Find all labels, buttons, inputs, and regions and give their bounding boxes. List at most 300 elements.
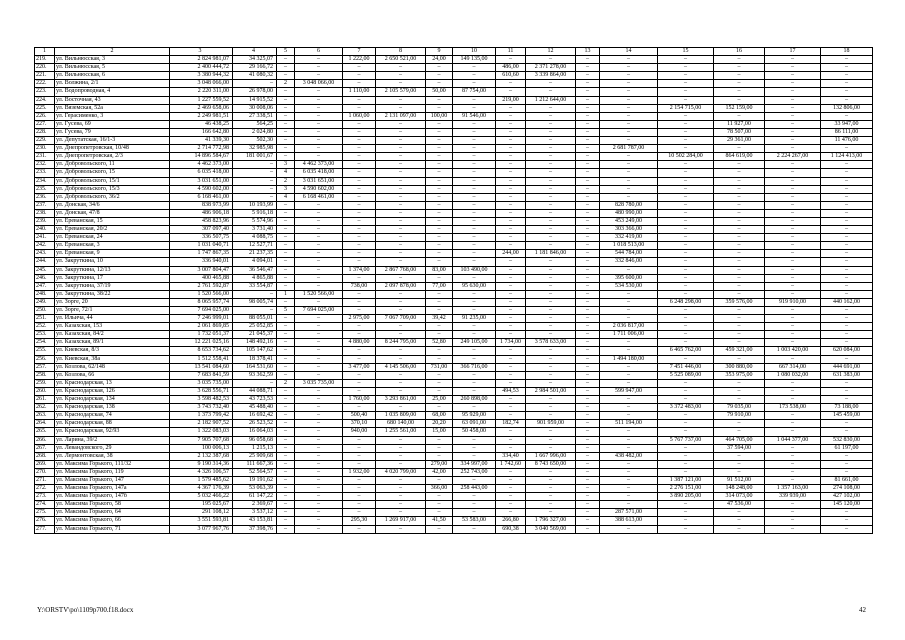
table-cell: 7 683 841,59 <box>170 371 233 379</box>
table-cell: 273. <box>35 493 55 501</box>
table-cell: – <box>343 501 376 509</box>
table-cell: – <box>295 323 343 331</box>
table-cell: – <box>376 331 426 339</box>
table-cell: 828 780,00 <box>600 201 658 209</box>
table-cell: 249. <box>35 298 55 306</box>
table-cell: – <box>821 387 873 395</box>
table-header-row <box>35 48 873 56</box>
table-cell: ул. Левандовского, 29 <box>55 444 170 452</box>
table-cell: – <box>496 201 526 209</box>
table-cell: 10 502 284,00 <box>658 153 714 161</box>
table-cell: – <box>765 444 821 452</box>
table-cell: – <box>600 339 658 347</box>
table-cell: – <box>658 274 714 282</box>
table-cell: – <box>295 209 343 217</box>
table-cell: – <box>658 315 714 323</box>
table-cell: – <box>453 145 496 153</box>
table-cell: ул. Водопроводная, 4 <box>55 88 170 96</box>
column-number: 13 <box>576 48 600 56</box>
table-cell: ул. Закруткина, 37/19 <box>55 282 170 290</box>
table-cell: – <box>453 404 496 412</box>
table-cell: 264. <box>35 420 55 428</box>
table-cell: 224. <box>35 96 55 104</box>
table-cell: – <box>765 234 821 242</box>
table-cell: – <box>453 379 496 387</box>
table-cell: ул. Краснодарская, 92/93 <box>55 428 170 436</box>
table-cell: – <box>376 72 426 80</box>
table-cell: – <box>658 96 714 104</box>
table-cell: – <box>576 347 600 355</box>
table-cell: ул. Вильнюсская, 6 <box>55 72 170 80</box>
table-cell: – <box>526 112 576 120</box>
table-cell: 50,00 <box>426 88 453 96</box>
table-cell: 1 060,00 <box>343 112 376 120</box>
table-cell: – <box>376 493 426 501</box>
table-cell: – <box>233 169 277 177</box>
table-cell: 667 314,00 <box>765 363 821 371</box>
table-cell: – <box>343 193 376 201</box>
table-cell: – <box>453 501 496 509</box>
table-row <box>35 363 873 371</box>
table-cell: – <box>526 266 576 274</box>
table-cell: 7 905 707,68 <box>170 436 233 444</box>
table-cell: 3 035 735,00 <box>170 379 233 387</box>
table-cell: – <box>295 363 343 371</box>
table-cell: 253. <box>35 331 55 339</box>
table-cell: 30 008,06 <box>233 104 277 112</box>
table-cell: ул. Максима Горького, 66 <box>55 517 170 525</box>
table-cell: – <box>658 64 714 72</box>
table-cell: – <box>426 161 453 169</box>
table-cell: ул. Волжина, 2/1 <box>55 80 170 88</box>
table-cell: 238. <box>35 209 55 217</box>
table-cell: – <box>295 493 343 501</box>
table-cell: 6 035 418,00 <box>170 169 233 177</box>
table-cell: – <box>526 177 576 185</box>
table-cell: – <box>821 193 873 201</box>
table-row <box>35 468 873 476</box>
table-cell: ул. Гусева, 79 <box>55 128 170 136</box>
table-cell: – <box>821 307 873 315</box>
table-cell: – <box>277 258 295 266</box>
table-cell: 427 102,00 <box>821 493 873 501</box>
table-cell: 366,00 <box>426 485 453 493</box>
table-cell: ул. Казахская, 153 <box>55 323 170 331</box>
table-cell: – <box>765 420 821 428</box>
table-cell: – <box>600 169 658 177</box>
table-cell: – <box>496 56 526 64</box>
table-cell: – <box>496 169 526 177</box>
table-cell: – <box>576 120 600 128</box>
table-cell: – <box>526 331 576 339</box>
table-cell: 236. <box>35 193 55 201</box>
table-cell: – <box>453 509 496 517</box>
column-number: 8 <box>376 48 426 56</box>
table-cell: 300 880,00 <box>714 363 765 371</box>
table-cell: – <box>821 217 873 225</box>
table-cell: 267. <box>35 444 55 452</box>
table-cell: – <box>526 226 576 234</box>
table-row <box>35 217 873 225</box>
column-number: 11 <box>496 48 526 56</box>
table-cell: – <box>765 266 821 274</box>
table-row <box>35 509 873 517</box>
table-cell: – <box>600 56 658 64</box>
table-cell: ул. Вяземская, 52а <box>55 104 170 112</box>
table-cell: ул. Гусева, 69 <box>55 120 170 128</box>
table-cell: 227. <box>35 120 55 128</box>
table-cell: – <box>426 185 453 193</box>
table-cell: ул. Краснодарская, 134 <box>55 396 170 404</box>
table-cell: 2 681 787,00 <box>600 145 658 153</box>
table-cell: 334,40 <box>496 452 526 460</box>
table-row <box>35 72 873 80</box>
table-cell: – <box>376 501 426 509</box>
table-cell: – <box>343 307 376 315</box>
table-cell: – <box>376 387 426 395</box>
table-cell: 2 131 097,00 <box>376 112 426 120</box>
table-cell: – <box>496 274 526 282</box>
table-cell: – <box>658 420 714 428</box>
table-cell: – <box>376 379 426 387</box>
table-cell: – <box>295 420 343 428</box>
table-cell: – <box>453 153 496 161</box>
table-cell: 1 520 566,00 <box>170 290 233 298</box>
table-cell: ул. Максима Горького, 147б <box>55 493 170 501</box>
table-cell: – <box>714 355 765 363</box>
table-cell: – <box>453 201 496 209</box>
table-cell: – <box>600 493 658 501</box>
table-cell: 5 767 737,00 <box>658 436 714 444</box>
table-cell: 3 077 967,76 <box>170 525 233 533</box>
table-cell: ул. Герасименко, 3 <box>55 112 170 120</box>
table-cell: – <box>426 128 453 136</box>
table-cell: 195 025,67 <box>170 501 233 509</box>
table-cell: 164 531,60 <box>233 363 277 371</box>
table-row <box>35 298 873 306</box>
table-cell: – <box>426 201 453 209</box>
table-cell: ул. Казахская, 89/1 <box>55 339 170 347</box>
table-cell: – <box>821 242 873 250</box>
table-cell: – <box>496 234 526 242</box>
table-cell: – <box>658 307 714 315</box>
table-cell: 21 045,37 <box>233 331 277 339</box>
column-number: 9 <box>426 48 453 56</box>
table-cell: 1 222,00 <box>343 56 376 64</box>
table-cell: – <box>295 250 343 258</box>
table-cell: – <box>426 153 453 161</box>
table-cell: – <box>576 153 600 161</box>
table-cell: – <box>600 307 658 315</box>
table-cell: – <box>496 493 526 501</box>
table-cell: – <box>576 137 600 145</box>
table-cell: 3 031 651,00 <box>295 177 343 185</box>
table-cell: – <box>376 161 426 169</box>
table-cell: – <box>496 331 526 339</box>
table-cell: 4 880,00 <box>343 339 376 347</box>
table-cell: – <box>453 323 496 331</box>
table-cell: – <box>658 339 714 347</box>
table-cell: – <box>658 509 714 517</box>
table-cell: – <box>821 509 873 517</box>
table-cell: – <box>295 509 343 517</box>
table-cell: – <box>295 72 343 80</box>
column-number: 17 <box>765 48 821 56</box>
table-cell: 221. <box>35 72 55 80</box>
table-cell: ул. Вильнюсская, 3 <box>55 56 170 64</box>
table-cell: 940,00 <box>343 428 376 436</box>
table-cell: – <box>821 72 873 80</box>
table-cell: – <box>295 282 343 290</box>
table-cell: 166 642,80 <box>170 128 233 136</box>
table-cell: – <box>295 120 343 128</box>
table-cell: – <box>658 161 714 169</box>
table-cell: – <box>496 323 526 331</box>
table-cell: – <box>765 128 821 136</box>
table-cell: – <box>658 387 714 395</box>
table-cell: 2 154 715,00 <box>658 104 714 112</box>
table-cell: ул. Лермонтовская, 38 <box>55 452 170 460</box>
table-cell: – <box>765 501 821 509</box>
table-cell: – <box>376 193 426 201</box>
table-cell: 247. <box>35 282 55 290</box>
table-cell: – <box>426 331 453 339</box>
table-cell: 6 168 461,00 <box>295 193 343 201</box>
table-cell: – <box>765 452 821 460</box>
table-cell: 219. <box>35 56 55 64</box>
table-cell: – <box>496 258 526 266</box>
table-row <box>35 128 873 136</box>
table-cell: – <box>343 493 376 501</box>
table-cell: – <box>765 145 821 153</box>
table-cell: – <box>496 371 526 379</box>
table-cell: – <box>765 193 821 201</box>
table-cell: – <box>714 331 765 339</box>
table-cell: – <box>295 104 343 112</box>
table-cell: – <box>277 217 295 225</box>
table-cell: 1 110,00 <box>343 88 376 96</box>
table-cell: 277. <box>35 525 55 533</box>
table-cell: – <box>576 193 600 201</box>
table-cell: – <box>295 234 343 242</box>
table-cell: – <box>600 80 658 88</box>
table-cell: – <box>233 185 277 193</box>
table-cell: – <box>658 217 714 225</box>
table-cell: 61 197,00 <box>821 444 873 452</box>
table-cell: ул. Максима Горького, 111/32 <box>55 460 170 468</box>
table-cell: – <box>453 128 496 136</box>
table-row <box>35 307 873 315</box>
table-cell: – <box>376 444 426 452</box>
table-cell: – <box>277 96 295 104</box>
table-cell: – <box>526 137 576 145</box>
table-cell: 3 380 944,32 <box>170 72 233 80</box>
table-cell: – <box>453 226 496 234</box>
table-cell: – <box>600 371 658 379</box>
table-cell: 111 667,36 <box>233 460 277 468</box>
table-cell: – <box>765 80 821 88</box>
table-cell: 1 796 327,00 <box>526 517 576 525</box>
table-cell: 901 959,00 <box>526 420 576 428</box>
table-cell: – <box>658 468 714 476</box>
table-cell: 43 723,53 <box>233 396 277 404</box>
table-cell: 1 667 996,00 <box>526 452 576 460</box>
table-cell: 26 523,52 <box>233 420 277 428</box>
table-cell: 1 373 799,42 <box>170 412 233 420</box>
table-cell: – <box>295 428 343 436</box>
table-cell: – <box>714 428 765 436</box>
table-cell: 262. <box>35 404 55 412</box>
table-cell: 219,00 <box>496 96 526 104</box>
table-cell: – <box>453 476 496 484</box>
table-cell: 96 058,68 <box>233 436 277 444</box>
table-cell: – <box>277 412 295 420</box>
table-cell: ул. Добровольского, 36/2 <box>55 193 170 201</box>
table-cell: 229. <box>35 137 55 145</box>
table-cell: – <box>277 420 295 428</box>
table-cell: – <box>496 145 526 153</box>
table-cell: – <box>714 193 765 201</box>
table-cell: – <box>600 347 658 355</box>
table-cell: 1 181 846,00 <box>526 250 576 258</box>
table-cell: 181 001,67 <box>233 153 277 161</box>
table-cell: – <box>658 80 714 88</box>
table-cell: 1 760,00 <box>343 396 376 404</box>
table-cell: 2 984 501,00 <box>526 387 576 395</box>
table-cell: – <box>576 282 600 290</box>
table-cell: – <box>526 476 576 484</box>
table-cell: – <box>343 201 376 209</box>
table-cell: – <box>658 209 714 217</box>
table-cell: – <box>277 485 295 493</box>
table-cell: – <box>765 112 821 120</box>
table-cell: – <box>765 387 821 395</box>
page-number: 42 <box>859 606 866 614</box>
table-cell: – <box>343 234 376 242</box>
table-cell: 95 630,00 <box>453 282 496 290</box>
table-cell: – <box>277 355 295 363</box>
table-cell: 52 564,57 <box>233 468 277 476</box>
table-cell: – <box>658 72 714 80</box>
table-cell: 36 546,47 <box>233 266 277 274</box>
table-cell: – <box>496 193 526 201</box>
table-cell: – <box>765 460 821 468</box>
table-cell: – <box>496 315 526 323</box>
table-cell: – <box>658 88 714 96</box>
table-cell: – <box>343 209 376 217</box>
table-cell: 838 973,99 <box>170 201 233 209</box>
table-cell: ул. Закруткина, 12/13 <box>55 266 170 274</box>
table-cell: 366 716,00 <box>453 363 496 371</box>
table-cell: – <box>765 226 821 234</box>
table-cell: – <box>526 104 576 112</box>
table-cell: – <box>496 128 526 136</box>
table-cell: – <box>576 88 600 96</box>
table-cell: – <box>765 64 821 72</box>
table-cell: – <box>426 193 453 201</box>
table-cell: – <box>765 104 821 112</box>
table-cell: – <box>426 307 453 315</box>
table-cell: 395 600,00 <box>600 274 658 282</box>
table-cell: – <box>295 88 343 96</box>
table-row <box>35 323 873 331</box>
table-cell: – <box>526 242 576 250</box>
table-cell: – <box>496 290 526 298</box>
table-cell: – <box>600 290 658 298</box>
table-cell: – <box>714 88 765 96</box>
table-cell: – <box>765 315 821 323</box>
table-cell: – <box>576 258 600 266</box>
table-cell: – <box>376 509 426 517</box>
table-cell: – <box>496 185 526 193</box>
table-cell: – <box>526 258 576 266</box>
table-row <box>35 444 873 452</box>
table-cell: – <box>600 193 658 201</box>
table-cell: 228. <box>35 128 55 136</box>
table-cell: – <box>376 104 426 112</box>
table-cell: 98 005,74 <box>233 298 277 306</box>
table-cell: – <box>600 137 658 145</box>
table-cell: – <box>496 428 526 436</box>
table-cell: – <box>277 104 295 112</box>
table-cell: – <box>277 298 295 306</box>
table-cell: 502,30 <box>233 137 277 145</box>
table-cell: – <box>426 80 453 88</box>
table-cell: – <box>714 307 765 315</box>
table-cell: – <box>426 355 453 363</box>
table-cell: 334 997,00 <box>453 460 496 468</box>
table-cell: 7 694 025,00 <box>295 307 343 315</box>
table-cell: 4 462 373,00 <box>295 161 343 169</box>
table-cell: 241. <box>35 234 55 242</box>
table-cell: 252 743,00 <box>453 468 496 476</box>
table-cell: – <box>376 120 426 128</box>
table-cell: – <box>576 250 600 258</box>
table-cell: – <box>453 80 496 88</box>
table-cell: 680 140,00 <box>376 420 426 428</box>
table-cell: – <box>453 307 496 315</box>
table-cell: 919 910,00 <box>765 298 821 306</box>
table-cell: 7 246 999,01 <box>170 315 233 323</box>
table-cell: – <box>496 104 526 112</box>
table-cell: – <box>496 307 526 315</box>
table-cell: ул. Ереванская, 3 <box>55 242 170 250</box>
table-cell: 251. <box>35 315 55 323</box>
table-cell: – <box>765 379 821 387</box>
table-cell: – <box>277 226 295 234</box>
table-cell: – <box>233 177 277 185</box>
table-row <box>35 120 873 128</box>
table-row <box>35 347 873 355</box>
table-cell: – <box>658 323 714 331</box>
table-cell: – <box>496 112 526 120</box>
table-cell: – <box>714 315 765 323</box>
table-cell: 4 326 106,57 <box>170 468 233 476</box>
table-cell: – <box>496 396 526 404</box>
table-cell: – <box>277 201 295 209</box>
column-number: 3 <box>170 48 233 56</box>
table-cell: – <box>496 120 526 128</box>
data-table <box>34 47 873 534</box>
table-cell: – <box>295 396 343 404</box>
table-cell: – <box>343 476 376 484</box>
table-cell: – <box>426 476 453 484</box>
table-cell: 34 325,07 <box>233 56 277 64</box>
table-cell: 275. <box>35 509 55 517</box>
table-cell: – <box>765 72 821 80</box>
table-cell: 486 906,18 <box>170 209 233 217</box>
table-cell: – <box>526 56 576 64</box>
